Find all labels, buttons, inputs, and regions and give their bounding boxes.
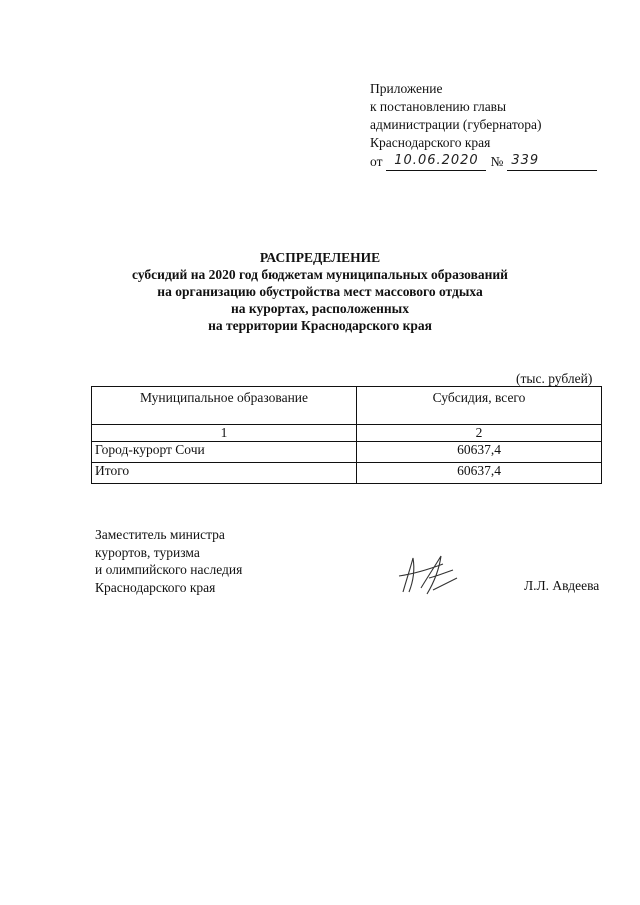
signatory-name: Л.Л. Авдеева (524, 578, 600, 593)
units-label: (тыс. рублей) (516, 371, 593, 386)
column-number-1: 1 (92, 425, 357, 442)
number-label: № (490, 154, 504, 169)
title-heading: РАСПРЕДЕЛЕНИЕ (259, 250, 381, 265)
signatory-line-2: курортов, туризма (95, 544, 200, 560)
row-subsidy-value: 60637,4 (357, 442, 602, 463)
column-number-2: 2 (357, 425, 602, 442)
annex-line-4: Краснодарского края (370, 135, 491, 150)
annex-line-2: к постановлению главы (370, 99, 507, 114)
annex-date-number-line (370, 152, 597, 171)
handwritten-number: 339 (507, 152, 597, 171)
subsidy-table (91, 386, 602, 484)
annex-block (370, 80, 597, 171)
signatory-line-4: Краснодарского края (95, 579, 216, 595)
title-line-1: субсидий на 2020 год бюджетам муниципальных образований (132, 267, 508, 282)
column-header-subsidy: Субсидия, всего (357, 387, 602, 425)
annex-line-1: Приложение (370, 81, 443, 96)
total-label: Итого (92, 463, 357, 484)
table-total-row (92, 463, 602, 484)
document-title (0, 249, 640, 334)
annex-line-3: администрации (губернатора) (370, 117, 542, 132)
title-line-3: на курортах, расположенных (231, 301, 409, 316)
title-line-4: на территории Краснодарского края (208, 318, 432, 333)
signatory-line-1: Заместитель министра (95, 527, 225, 542)
total-value: 60637,4 (357, 463, 602, 484)
signatory-position (95, 526, 242, 596)
handwritten-date: 10.06.2020 (386, 152, 486, 171)
table-column-number-row (92, 425, 602, 442)
column-header-municipality: Муниципальное образование (92, 387, 357, 425)
title-line-2: на организацию обустройства мест массового отдыха (157, 284, 483, 299)
row-municipality: Город-курорт Сочи (92, 442, 357, 463)
handwritten-signature (393, 548, 463, 600)
from-label: от (370, 154, 383, 169)
table-header-row (92, 387, 602, 425)
table-row (92, 442, 602, 463)
signatory-line-3: и олимпийского наследия (95, 562, 243, 577)
